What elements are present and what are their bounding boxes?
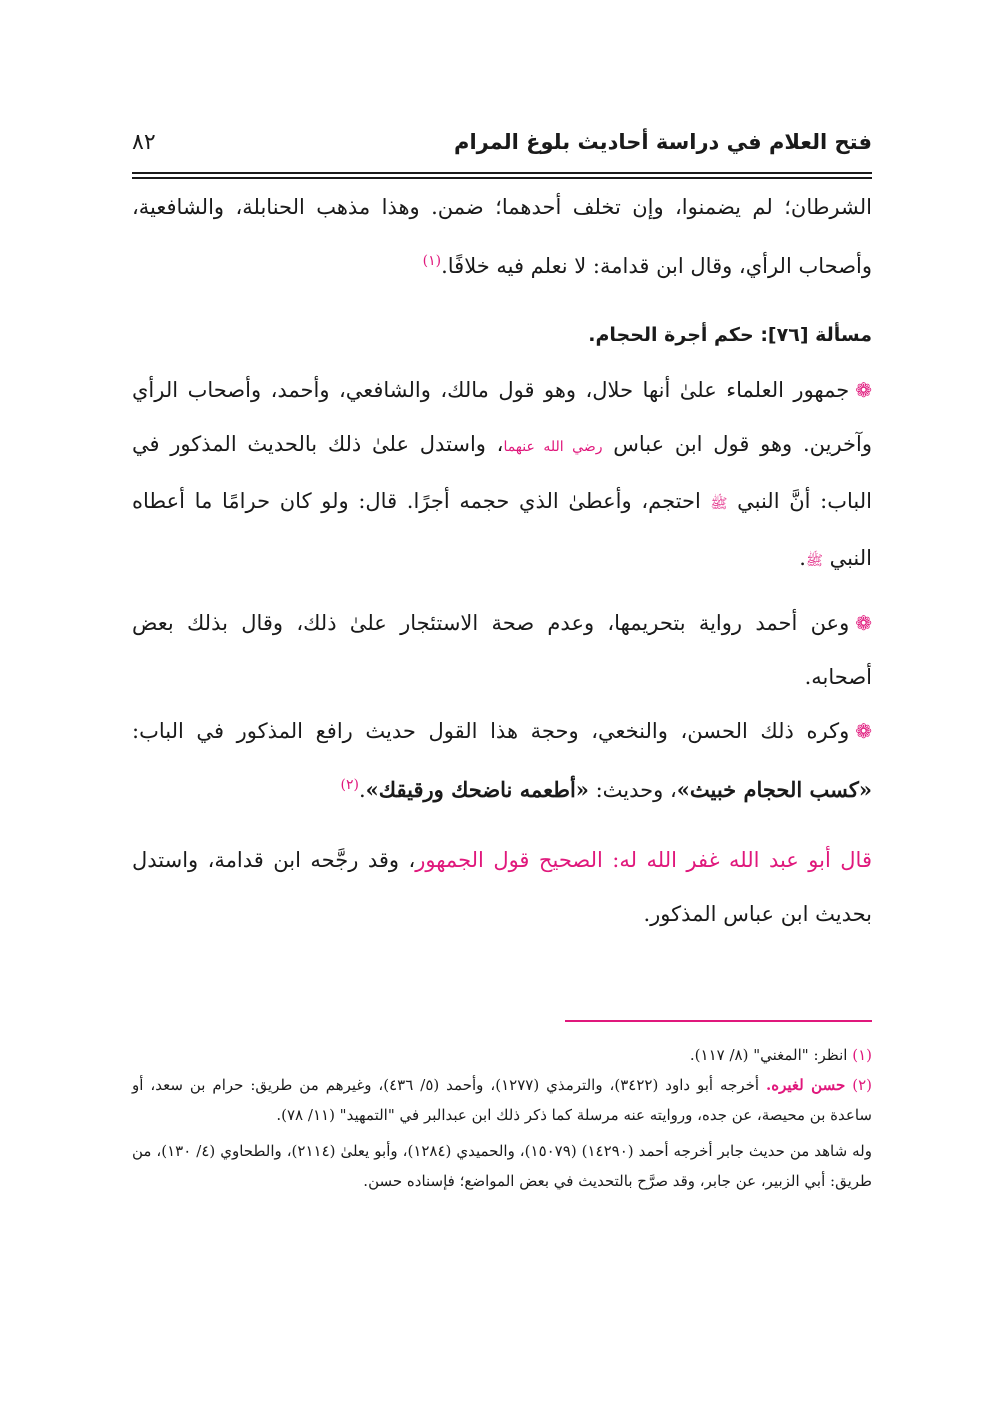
running-header <box>132 118 872 170</box>
author-conclusion: قال أبو عبد الله غفر الله له: الصحيح قول الجمهور، وقد رجَّحه ابن قدامة، واستدل بحديث ابن عباس المذكور. <box>132 848 872 926</box>
footnote-ref-1[interactable]: (١) <box>422 253 442 269</box>
issue-heading <box>132 315 872 355</box>
page-number: ٨٢ <box>132 130 156 155</box>
paragraph-disliked: ❁وكره ذلك الحسن، والنخعي، وحجة هذا القول حديث رافع المذكور في الباب: «كسب الحجام خبيث»، وحديث: «أطعمه ناضحك ورقيقك».$^{(٢)}$ <box>132 719 872 802</box>
ornament-icon: ❁ <box>855 719 872 743</box>
header-rule <box>132 172 872 179</box>
footnote-2: (٢) حسن لغيره. أخرجه أبو داود (٣٤٢٢)، والترمذي (١٢٧٧)، وأحمد (٥/ ٤٣٦)، وغيرهم من طريق: حرام بن سعد، أو ساعدة بن محيصة، عن جده، وروايته عنه مرسلة كما ذكر ذلك ابن عبدالبر في "التمهيد" (١١/ ٧٨). <box>132 1076 872 1124</box>
hadith-grade: حسن لغيره. <box>766 1076 846 1094</box>
honorific-icon: رضي الله عنهما <box>503 439 603 455</box>
issue-title: حكم أجرة الحجام. <box>588 324 754 346</box>
salat-icon: ﷺ <box>710 496 728 512</box>
issue-label: مسألة [٧٦]: <box>760 324 872 346</box>
footnotes <box>132 1040 872 1196</box>
hadith-quote: «أطعمه ناضحك ورقيقك» <box>365 777 589 802</box>
footnote-ref-2[interactable]: (٢) <box>340 777 359 793</box>
paragraph-majority: ❁جمهور العلماء علىٰ أنها حلال، وهو قول مالك، والشافعي، وأحمد، وأصحاب الرأي وآخرين. وهو قول ابن عباس رضي الله عنهما، واستدل علىٰ ذلك بالحديث المذكور في الباب: أنَّ النبي ﷺ احتجم، وأعطىٰ الذي حجمه أجرًا. قال: ولو كان حرامًا ما أعطاه النبي ﷺ. <box>132 378 872 570</box>
hadith-quote: «كسب الحجام خبيث» <box>676 777 872 802</box>
salat-icon: ﷺ <box>805 553 823 569</box>
ornament-icon: ❁ <box>855 378 872 402</box>
footnote-1: (١) انظر: "المغني" (٨/ ١١٧). <box>689 1046 872 1064</box>
main-text <box>132 180 872 941</box>
footnote-2-continued: وله شاهد من حديث جابر أخرجه أحمد (١٤٢٩٠) (١٥٠٧٩)، والحميدي (١٢٨٤)، وأبو يعلىٰ (٢١١٤)، والطحاوي (٤/ ١٣٠)، من طريق: أبي الزبير، عن جابر، وقد صرَّح بالتحديث في بعض المواضع؛ فإسناده حسن. <box>132 1142 872 1190</box>
book-title: فتح العلام في دراسة أحاديث بلوغ المرام <box>454 130 872 154</box>
paragraph-ahmad: ❁وعن أحمد رواية بتحريمها، وعدم صحة الاستئجار علىٰ ذلك، وقال بذلك بعض أصحابه. <box>132 611 872 689</box>
ornament-icon: ❁ <box>855 611 872 635</box>
continuation-paragraph: الشرطان؛ لم يضمنوا، وإن تخلف أحدهما؛ ضمن. وهذا مذهب الحنابلة، والشافعية، وأصحاب الرأي، وقال ابن قدامة: لا نعلم فيه خلافًا.$^{(١)}$ <box>132 195 872 278</box>
footnote-separator <box>565 1020 872 1022</box>
